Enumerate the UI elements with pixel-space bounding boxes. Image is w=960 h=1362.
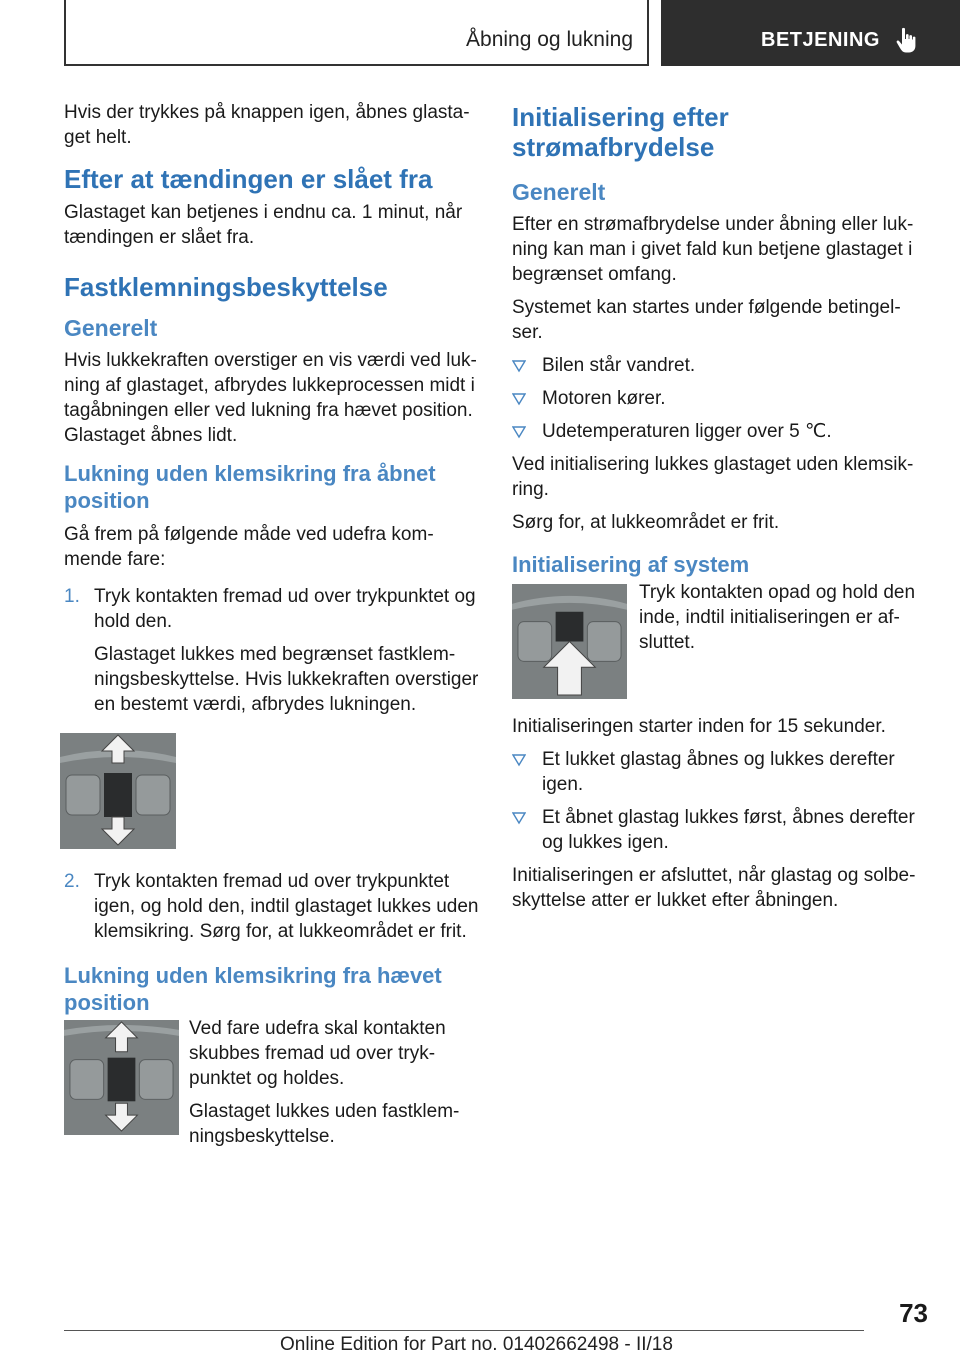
heading-general: Generelt: [64, 315, 158, 341]
step-1: [64, 584, 484, 717]
triangle-bullet-icon: [512, 811, 526, 825]
init-press-text: Tryk kontakten opad og hold den inde, indtil initialiseringen er afsluttet.: [639, 582, 916, 653]
footer-divider: [64, 1330, 864, 1331]
right-column: [512, 100, 924, 921]
header-section-title: Åbning og lukning: [466, 28, 633, 51]
heading-general-right: Generelt: [512, 179, 606, 205]
footer-edition: Online Edition for Part no. 01402662498 - II/18: [280, 1334, 673, 1355]
start-conditions-text: Systemet kan startes under følgende betingelser.: [512, 297, 901, 343]
result-item: [512, 747, 924, 797]
step-1-text: Tryk kontakten fremad ud over trykpunktet og hold den.: [94, 586, 476, 632]
page-number: 73: [899, 1298, 928, 1328]
hand-pointer-icon: [892, 25, 922, 55]
init-starts-text: Initialiseringen starter inden for 15 sekunder.: [512, 716, 886, 737]
general-text: Hvis lukkekraften overstiger en vis værdi ved lukning af glastaget, afbrydes lukkeprocessen midt i tagåbningen eller ved lukning fra hævet position. Glastaget åbnes lidt.: [64, 350, 477, 446]
closing-open-intro: Gå frem på følgende måde ved udefra kommende fare:: [64, 524, 434, 570]
raised-text-1: Ved fare udefra skal kontakten skubbes fremad ud over trykpunktet og holdes.: [189, 1018, 446, 1089]
result-text: Et åbnet glastag lukkes først, åbnes derefter og lukkes igen.: [542, 807, 915, 853]
result-text: Et lukket glastag åbnes og lukkes derefter igen.: [542, 749, 895, 795]
condition-text: Bilen står vandret.: [542, 355, 696, 376]
header-section-box: [64, 0, 649, 66]
raised-text-block: [189, 1016, 479, 1157]
step-2: [64, 869, 484, 944]
general-right-text: Efter en strømafbrydelse under åbning eller lukning kan man i givet fald kun betjene glastaget i begrænset omfang.: [512, 214, 914, 285]
step-1-detail: Glastaget lukkes med begrænset fastklemningsbeskyttelse. Hvis lukkekraften overstiger en bestemt værdi, afbrydes lukningen.: [94, 644, 479, 715]
heading-pinch-protection: Fastklemningsbeskyttelse: [64, 272, 388, 302]
raised-text-2: Glastaget lukkes uden fastklemningsbeskyttelse.: [189, 1101, 460, 1147]
condition-item: [512, 419, 924, 444]
triangle-bullet-icon: [512, 359, 526, 373]
heading-init-after-power-loss: Initialisering efter strømafbrydelse: [512, 102, 729, 162]
switch-forward-illustration: [60, 733, 176, 849]
condition-text: Udetemperaturen ligger over 5 ℃.: [542, 421, 832, 442]
step-1-number: 1.: [64, 586, 80, 607]
result-item: [512, 805, 924, 855]
step-2-text: Tryk kontakten fremad ud over trykpunktet igen, og hold den, indtil glastaget lukkes uden klemsikring. Sørg for, at lukkeområdet er frit.: [94, 871, 479, 942]
heading-init-system: Initialisering af system: [512, 552, 750, 577]
header-chapter-title: BETJENING: [761, 29, 880, 51]
triangle-bullet-icon: [512, 425, 526, 439]
triangle-bullet-icon: [512, 753, 526, 767]
raised-section: [64, 1018, 484, 1147]
ensure-clear-text: Sørg for, at lukkeområdet er frit.: [512, 512, 780, 533]
switch-raised-illustration: [64, 1020, 179, 1135]
heading-closing-from-raised: Lukning uden klemsikring fra hævet position: [64, 963, 442, 1015]
init-press-block: [639, 580, 924, 663]
left-column: [64, 100, 484, 1147]
heading-closing-from-open: Lukning uden klemsikring fra åbnet position: [64, 461, 436, 513]
switch-up-illustration: [512, 584, 627, 699]
condition-item: [512, 353, 924, 378]
heading-after-ignition: Efter at tændingen er slået fra: [64, 164, 433, 194]
step-2-number: 2.: [64, 871, 80, 892]
init-closes-text: Ved initialisering lukkes glastaget uden klemsikring.: [512, 454, 914, 500]
condition-text: Motoren kører.: [542, 388, 666, 409]
init-done-text: Initialiseringen er afsluttet, når glastag og solbeskyttelse atter er lukket efter åbningen.: [512, 865, 916, 911]
init-system-section: [512, 584, 924, 708]
ignition-text: Glastaget kan betjenes i endnu ca. 1 minut, når tændingen er slået fra.: [64, 202, 463, 248]
intro-text: Hvis der trykkes på knappen igen, åbnes glastaget helt.: [64, 102, 470, 148]
condition-item: [512, 386, 924, 411]
triangle-bullet-icon: [512, 392, 526, 406]
